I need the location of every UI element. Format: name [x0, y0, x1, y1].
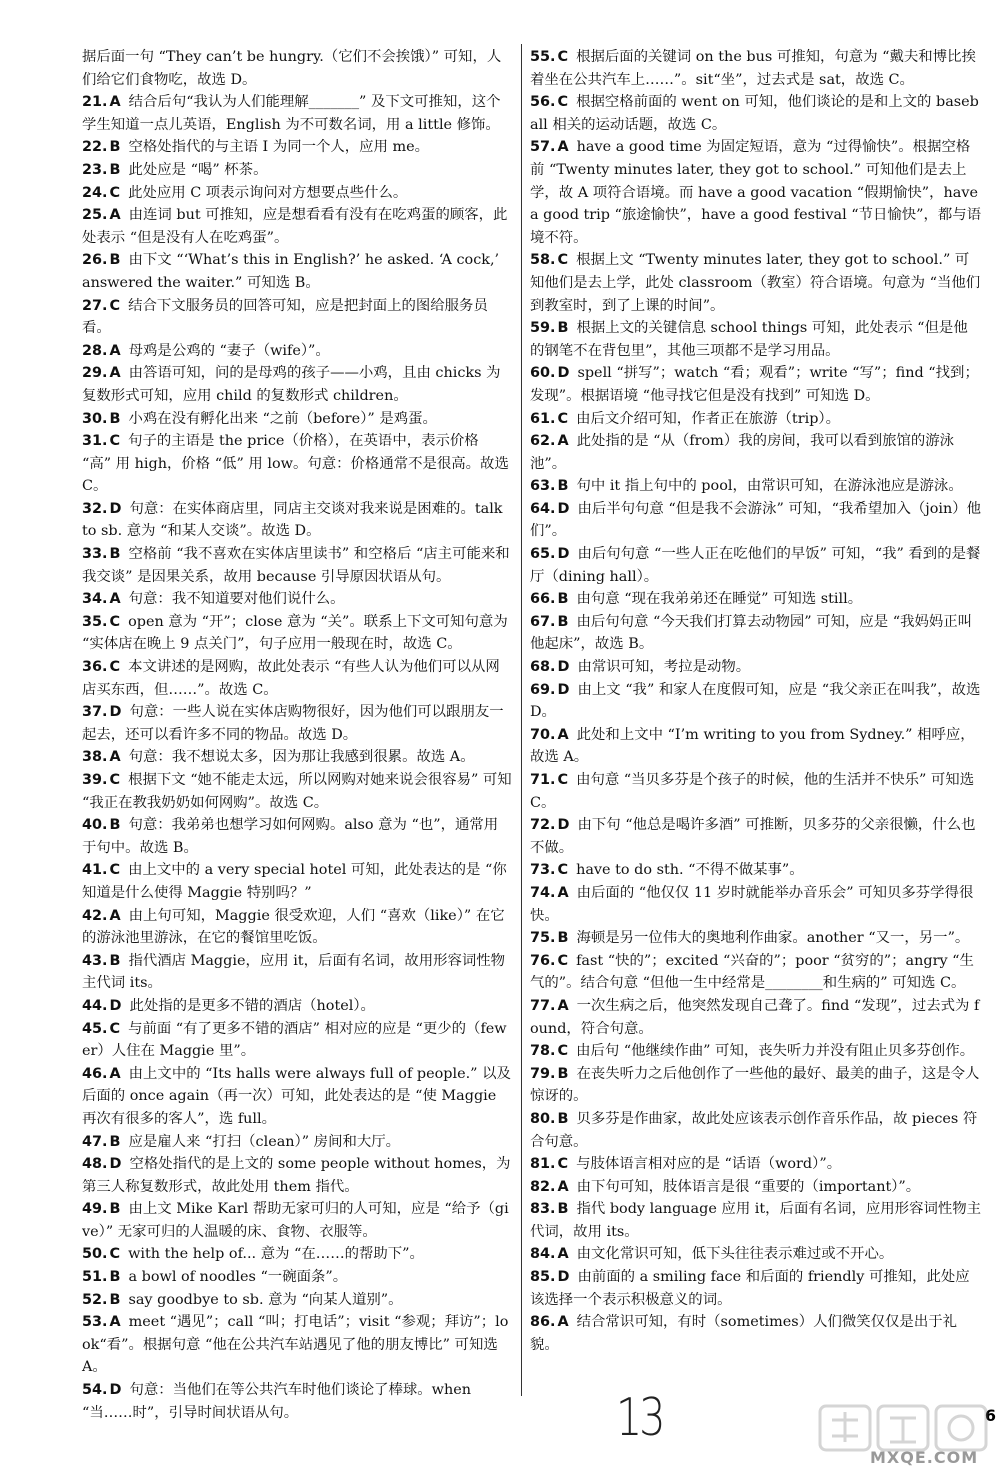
explanation-text: 由下文 “‘What’s this in English?’ he asked. ‘A cock,’ answered the waiter.” 可知选 B。 — [82, 252, 500, 291]
explanation-text: 空格处指代的是上文的 some people without homes，为第三人称复数形式，故此处用 them 指代。 — [82, 1156, 511, 1195]
explanation-text: 根据下文 “她不能走太远，所以网购对她来说会很容易” 可知 “我正在教我奶奶如何网购”。故选 C。 — [82, 772, 512, 811]
answer-entry — [530, 317, 982, 362]
answer-letter: A — [109, 365, 121, 382]
answer-entry — [530, 136, 982, 249]
answer-entry — [82, 340, 512, 363]
answer-entry — [82, 498, 512, 543]
explanation-text: 此处应用 C 项表示询问对方想要点些什么。 — [128, 184, 408, 201]
question-number: 37. — [82, 704, 108, 721]
answer-entry — [530, 611, 982, 656]
answer-letter: B — [109, 410, 121, 427]
question-number: 47. — [82, 1133, 108, 1150]
answer-letter: D — [109, 1156, 122, 1173]
question-number: 43. — [82, 952, 108, 969]
explanation-text: 由句意 “当贝多芬是个孩子的时候，他的生活并不快乐” 可知选 C。 — [530, 772, 975, 811]
explanation-text: open 意为 “开”；close 意为 “关”。联系上下文可知句意为 “实体店在晚上 9 点关门”，句子应用一般现在时，故选 C。 — [82, 613, 508, 653]
explanation-text: 与前面 “有了更多不错的酒店” 相对应的应是 “更少的（fewer）人住在 Maggie 里”。 — [82, 1020, 507, 1060]
explanation-text: 根据后面的关键词 on the bus 可推知，句意为 “戴夫和博比挨着坐在公共汽车上……”。sit“坐”，过去式是 sat，故选 C。 — [530, 49, 976, 88]
answer-letter: C — [557, 772, 569, 788]
question-number: 69. — [530, 681, 556, 698]
explanation-text: 由连词 but 可推知，应是想看看有没有在吃鸡蛋的顾客，此处表示 “但是没有人在吃鸡蛋”。 — [82, 207, 508, 246]
explanation-text: 此处指的是 “从（from）我的房间，我可以看到旅馆的游泳池”。 — [530, 433, 955, 472]
answer-letter: D — [557, 500, 570, 517]
question-number: 30. — [82, 410, 108, 427]
explanation-text: say goodbye to sb. 意为 “向某人道别”。 — [128, 1291, 403, 1308]
answer-letter: B — [557, 1065, 569, 1082]
answer-letter: A — [557, 884, 569, 901]
answer-entry — [530, 249, 982, 317]
answer-entry — [530, 1153, 982, 1176]
question-number: 40. — [82, 817, 108, 834]
answer-entry — [82, 995, 512, 1018]
answer-entry — [82, 1153, 512, 1198]
left-column — [82, 46, 512, 1424]
question-number: 36. — [82, 659, 108, 676]
question-number: 73. — [530, 862, 556, 879]
question-number: 85. — [530, 1269, 556, 1286]
answer-entry — [82, 1379, 512, 1424]
answer-letter: A — [557, 433, 569, 450]
explanation-text: 结合下文服务员的回答可知，应是把封面上的图给服务员看。 — [82, 297, 488, 337]
question-number: 81. — [530, 1156, 556, 1173]
answer-letter: A — [109, 591, 121, 608]
answer-letter: A — [557, 139, 569, 156]
explanation-text: 句子的主语是 the price（价格），在英语中，表示价格 “高” 用 high，价格 “低” 用 low。句意：价格通常不是很高。故选 C。 — [82, 433, 509, 495]
explanation-text: 指代酒店 Maggie，应用 it，后面有名词，故用形容词性物主代词 its。 — [82, 952, 506, 992]
answer-letter: B — [557, 478, 569, 495]
answer-letter: D — [557, 659, 570, 676]
answer-entry — [530, 656, 982, 679]
question-number: 29. — [82, 365, 108, 382]
answer-entry — [82, 1289, 512, 1312]
answer-letter: B — [109, 161, 121, 178]
explanation-text: 与肢体语言相对应的是 “话语（word）”。 — [576, 1156, 842, 1173]
answer-entry — [82, 159, 512, 182]
question-number: 46. — [82, 1065, 108, 1082]
explanation-text: 由答语可知，问的是母鸡的孩子——小鸡，且由 chicks 为复数形式可知，应用 child 的复数形式 children。 — [82, 365, 501, 404]
answer-entry — [82, 611, 512, 656]
question-number: 44. — [82, 997, 108, 1014]
question-number: 75. — [530, 930, 556, 947]
explanation-text: 由前面的 a smiling face 和后面的 friendly 可推知，此处应该选择一个表示积极意义的词。 — [530, 1269, 970, 1308]
answer-letter: B — [557, 1110, 569, 1127]
watermark-url: MXQE.COM — [870, 1448, 979, 1467]
explanation-text: 句意：我弟弟也想学习如何网购。also 意为 “也”，通常用于句中。故选 B。 — [82, 817, 499, 856]
answer-entry — [530, 475, 982, 498]
answer-letter: D — [557, 365, 570, 382]
question-number: 32. — [82, 500, 108, 517]
explanation-text: 由文化常识可知，低下头往往表示难过或不开心。 — [576, 1246, 894, 1263]
answer-entry — [82, 182, 512, 205]
answer-entry — [530, 543, 982, 588]
answer-letter: C — [557, 1156, 569, 1173]
answer-letter: D — [557, 546, 570, 563]
answer-letter: C — [557, 252, 569, 269]
question-number: 60. — [530, 365, 556, 382]
question-number: 49. — [82, 1201, 108, 1218]
answer-letter: A — [557, 1314, 569, 1331]
answer-letter: B — [109, 139, 121, 156]
answer-letter: A — [109, 94, 121, 111]
answer-entry — [530, 1063, 982, 1108]
question-number: 45. — [82, 1020, 108, 1037]
answer-letter: D — [109, 1382, 122, 1399]
answer-letter: B — [109, 1201, 121, 1218]
question-number: 41. — [82, 862, 108, 879]
answer-entry — [82, 91, 512, 136]
question-number: 76. — [530, 952, 556, 969]
answer-entry — [530, 498, 982, 543]
question-number: 63. — [530, 478, 556, 495]
answer-letter: B — [557, 613, 569, 630]
answer-entry — [530, 724, 982, 769]
answer-letter: B — [109, 1133, 121, 1150]
answer-entry — [82, 295, 512, 340]
answer-letter: D — [109, 704, 122, 721]
answer-letter: C — [109, 433, 121, 450]
answer-entry — [82, 204, 512, 249]
explanation-text: 由后句句意 “一些人正在吃他们的早饭” 可知，“我” 看到的是餐厅（dining hall）。 — [530, 546, 981, 585]
answer-entry — [530, 679, 982, 724]
answer-entry — [82, 656, 512, 701]
question-number: 27. — [82, 297, 108, 314]
answer-letter: A — [557, 726, 569, 743]
question-number: 65. — [530, 546, 556, 563]
answer-entry — [82, 1243, 512, 1266]
explanation-text: 此处和上文中 “I’m writing to you from Sydney.” 相呼应，故选 A。 — [530, 726, 975, 766]
explanation-text: 由上句可知，Maggie 很受欢迎，人们 “喜欢（like）” 在它的游泳池里游泳，在它的餐馆里吃饭。 — [82, 907, 505, 947]
answer-letter: A — [557, 997, 569, 1014]
question-number: 54. — [82, 1382, 108, 1399]
answer-letter: C — [557, 952, 569, 969]
answer-letter: C — [109, 1246, 121, 1263]
explanation-text: 由句意 “现在我弟弟还在睡觉” 可知选 still。 — [576, 591, 863, 608]
question-number: 24. — [82, 184, 108, 201]
explanation-text: 根据上文 “Twenty minutes later, they got to school.” 可知他们是去上学，此处 classroom（教室）符合语境。句意为 “当他们到教室时，到了上课的时间”。 — [530, 252, 981, 314]
answer-letter: A — [109, 907, 121, 924]
answer-letter: C — [557, 94, 569, 111]
question-number: 78. — [530, 1043, 556, 1060]
answer-letter: A — [109, 342, 121, 359]
question-number: 70. — [530, 726, 556, 743]
explanation-text: 由下句 “他总是喝许多酒” 可推断，贝多芬的父亲很懒，什么也不做。 — [530, 817, 976, 856]
explanation-text: 本文讲述的是网购，故此处表示 “有些人认为他们可以从网店买东西，但……”。故选 C。 — [82, 659, 500, 698]
question-number: 77. — [530, 997, 556, 1014]
column-divider — [521, 44, 522, 1396]
explanation-text: with the help of... 意为 “在……的帮助下”。 — [128, 1246, 424, 1263]
answer-letter: B — [557, 320, 569, 337]
answer-entry — [82, 136, 512, 159]
question-number: 23. — [82, 161, 108, 178]
explanation-text: spell “拼写”；watch “看；观看”；write “写”；find “找到；发现”。根据语境 “他寻找它但是没有找到” 可知选 D。 — [530, 365, 979, 404]
explanation-text: 由上文中的 “Its halls were always full of people.” 以及后面的 once again（再一次）可知，此处表达的是 “使 Maggie 再次有很多的客人”，选 full。 — [82, 1065, 511, 1127]
answer-letter: A — [109, 207, 121, 224]
explanation-text: have to do sth. “不得不做某事”。 — [576, 862, 804, 879]
answer-entry — [530, 882, 982, 927]
answer-letter: B — [109, 252, 121, 269]
answer-entry — [530, 430, 982, 475]
answer-entry — [82, 1266, 512, 1289]
question-number: 34. — [82, 591, 108, 608]
question-number: 58. — [530, 252, 556, 269]
answer-entry — [530, 1198, 982, 1243]
explanation-text: 由上文中的 a very special hotel 可知，此处表达的是 “你知道是什么使得 Maggie 特别吗？” — [82, 862, 507, 901]
question-number: 35. — [82, 613, 108, 630]
explanation-text: 由上文 Mike Karl 帮助无家可归的人可知，应是 “给予（give）” 无家可归的人温暖的床、食物、衣服等。 — [82, 1201, 509, 1240]
answer-entry — [530, 408, 982, 431]
question-number: 67. — [530, 613, 556, 630]
answer-entry — [82, 430, 512, 498]
edge-page-mark: 6 — [984, 1406, 996, 1425]
question-number: 84. — [530, 1246, 556, 1263]
answer-entry — [82, 1018, 512, 1063]
explanation-text: 空格前 “我不喜欢在实体店里读书” 和空格后 “店主可能来和我交谈” 是因果关系，故用 because 引导原因状语从句。 — [82, 546, 510, 585]
answer-letter: B — [109, 817, 121, 834]
answer-entry — [82, 408, 512, 431]
question-number: 25. — [82, 207, 108, 224]
answer-letter: C — [557, 49, 569, 65]
answer-entry — [82, 701, 512, 746]
explanation-text: 海顿是另一位伟大的奥地利作曲家。another “又一，另一”。 — [576, 930, 970, 947]
answer-entry — [82, 1311, 512, 1379]
answer-entry — [82, 1063, 512, 1131]
question-number: 26. — [82, 252, 108, 269]
question-number: 74. — [530, 884, 556, 901]
handwritten-page-number: 13 — [615, 1388, 663, 1448]
explanation-text: 根据空格前面的 went on 可知，他们谈论的是和上文的 baseball 相关的运动话题，故选 C。 — [530, 94, 979, 133]
explanation-text: 应是雇人来 “打扫（clean）” 房间和大厅。 — [128, 1133, 401, 1150]
explanation-text: 小鸡在没有孵化出来 “之前（before）” 是鸡蛋。 — [128, 410, 437, 427]
question-number: 62. — [530, 433, 556, 450]
answer-letter: C — [109, 659, 121, 676]
answer-entry — [530, 769, 982, 814]
answer-letter: D — [557, 817, 570, 834]
question-number: 57. — [530, 139, 556, 156]
question-number: 86. — [530, 1314, 556, 1331]
explanation-text: 结合常识可知，有时（sometimes）人们微笑仅仅是出于礼貌。 — [530, 1314, 957, 1353]
question-number: 53. — [82, 1314, 108, 1331]
answer-entry — [530, 91, 982, 136]
explanation-text: 结合后句“我认为人们能理解_______” 及下文可推知，这个学生知道一点儿英语，English 为不可数名词，用 a little 修饰。 — [82, 94, 501, 133]
answer-entry — [82, 950, 512, 995]
answer-entry — [530, 1108, 982, 1153]
answer-entry — [530, 1243, 982, 1266]
question-number: 22. — [82, 139, 108, 156]
answer-entry — [82, 769, 512, 814]
explanation-text: 由后句 “他继续作曲” 可知，丧失听力并没有阻止贝多芬创作。 — [576, 1043, 975, 1060]
question-number: 50. — [82, 1246, 108, 1263]
answer-entry — [530, 362, 982, 407]
question-number: 31. — [82, 433, 108, 450]
answer-entry — [530, 859, 982, 882]
answer-entry — [530, 1040, 982, 1063]
question-number: 39. — [82, 772, 108, 788]
question-number: 42. — [82, 907, 108, 924]
answer-entry — [82, 1198, 512, 1243]
answer-letter: A — [557, 1178, 569, 1195]
explanation-text: 句意：当他们在等公共汽车时他们谈论了棒球。when “当……时”，引导时间状语从句。 — [82, 1382, 472, 1421]
answer-letter: D — [557, 681, 570, 698]
answer-letter: B — [109, 1291, 121, 1308]
answer-letter: C — [557, 862, 569, 879]
answer-entry — [530, 46, 982, 91]
answer-entry — [530, 814, 982, 859]
answer-letter: C — [109, 862, 121, 879]
answer-letter: B — [557, 930, 569, 947]
answer-letter: A — [109, 1065, 121, 1082]
explanation-text: 句意：我不想说太多，因为那让我感到很累。故选 A。 — [128, 749, 475, 766]
explanation-text: 一次生病之后，他突然发现自己聋了。find “发现”，过去式为 found，符合句意。 — [530, 997, 980, 1037]
answer-letter: A — [109, 749, 121, 766]
question-number: 66. — [530, 591, 556, 608]
question-number: 83. — [530, 1201, 556, 1218]
answer-entry — [82, 588, 512, 611]
question-number: 55. — [530, 49, 556, 65]
answer-letter: C — [109, 297, 121, 314]
question-number: 61. — [530, 410, 556, 427]
question-number: 28. — [82, 342, 108, 359]
question-number: 33. — [82, 546, 108, 563]
explanation-text: 由常识可知，考拉是动物。 — [577, 659, 751, 676]
question-number: 72. — [530, 817, 556, 834]
answer-letter: A — [557, 1246, 569, 1263]
explanation-text: 由后文介绍可知，作者正在旅游（trip）。 — [576, 410, 840, 427]
question-number: 48. — [82, 1156, 108, 1173]
explanation-text: 由后句句意 “今天我们打算去动物园” 可知，应是 “我妈妈正叫他起床”，故选 B。 — [530, 613, 973, 653]
explanation-text: 句意：在实体商店里，同店主交谈对我来说是困难的。talk to sb. 意为 “和某人交谈”。故选 D。 — [82, 500, 503, 540]
answer-entry — [82, 746, 512, 769]
answer-entry — [530, 1266, 982, 1311]
question-number: 68. — [530, 659, 556, 676]
explanation-text: 句意：我不知道要对他们说什么。 — [128, 591, 345, 608]
answer-letter: D — [109, 997, 122, 1014]
answer-letter: B — [557, 1201, 569, 1218]
question-number: 64. — [530, 500, 556, 517]
answer-entry — [530, 1176, 982, 1199]
answer-entry — [530, 950, 982, 995]
answer-entry — [530, 995, 982, 1040]
answer-entry — [82, 905, 512, 950]
question-number: 38. — [82, 749, 108, 766]
answer-letter: C — [109, 184, 121, 201]
question-number: 56. — [530, 94, 556, 111]
question-number: 79. — [530, 1065, 556, 1082]
explanation-text: 由上文 “我” 和家人在度假可知，应是 “我父亲正在叫我”，故选 D。 — [530, 681, 981, 721]
answer-letter: B — [109, 1269, 121, 1286]
question-number: 51. — [82, 1269, 108, 1286]
question-number: 52. — [82, 1291, 108, 1308]
question-number: 21. — [82, 94, 108, 111]
explanation-text: 指代 body language 应用 it，后面有名词，应用形容词性物主代词，故用 its。 — [530, 1201, 982, 1240]
answer-entry — [82, 859, 512, 904]
explanation-text: 句意：一些人说在实体店购物很好，因为他们可以跟朋友一起去，还可以看许多不同的物品。故选 D。 — [82, 704, 504, 743]
answer-letter: C — [109, 772, 121, 788]
explanation-text: 此处应是 “喝” 杯茶。 — [128, 161, 268, 178]
explanation-text: 根据上文的关键信息 school things 可知，此处表示 “但是他的钢笔不在背包里”，其他三项都不是学习用品。 — [530, 320, 968, 359]
answer-letter: C — [557, 410, 569, 427]
explanation-text: 此处指的是更多不错的酒店（hotel）。 — [129, 997, 375, 1014]
explanation-text: 据后面一句 “They can’t be hungry.（它们不会挨饿）” 可知，人们给它们食物吃，故选 D。 — [82, 49, 502, 88]
answer-entry — [82, 46, 512, 91]
answer-entry — [82, 543, 512, 588]
explanation-text: 在丧失听力之后他创作了一些他的最好、最美的曲子，这是令人惊讶的。 — [530, 1065, 980, 1105]
answer-entry — [530, 588, 982, 611]
answer-letter: C — [109, 613, 121, 630]
answer-entry — [530, 927, 982, 950]
answer-letter: A — [109, 1314, 121, 1331]
question-number: 71. — [530, 772, 556, 788]
explanation-text: have a good time 为固定短语，意为 “过得愉快”。根据空格前 “Twenty minutes later, they got to school.” 可知他们是去上学，故 A 项符合语境。而 have a good vacation “假期愉快”，have a good trip “旅途愉快”，have a good festival “节日愉快”，都与语境不符。 — [530, 139, 982, 246]
explanation-text: fast “快的”；excited “兴奋的”；poor “贫穷的”；angry “生气的”。结合句意 “但他一生中经常是________和生病的” 可知选 C。 — [530, 952, 974, 992]
explanation-text: 空格处指代的与主语 I 为同一个人，应用 me。 — [128, 139, 430, 156]
answer-entry — [82, 249, 512, 294]
right-column — [530, 46, 982, 1356]
explanation-text: a bowl of noodles “一碗面条”。 — [128, 1269, 348, 1286]
answer-entry — [82, 362, 512, 407]
explanation-text: meet “遇见”；call “叫；打电话”；visit “参观；拜访”；look“看”。根据句意 “他在公共汽车站遇见了他的朋友博比” 可知选 A。 — [82, 1314, 509, 1376]
answer-letter: C — [557, 1043, 569, 1060]
explanation-text: 由后半句句意 “但是我不会游泳” 可知，“我希望加入（join）他们”。 — [530, 500, 982, 540]
question-number: 82. — [530, 1178, 556, 1195]
question-number: 80. — [530, 1110, 556, 1127]
answer-letter: D — [109, 500, 122, 517]
explanation-text: 由下句可知，肢体语言是很 “重要的（important）”。 — [576, 1178, 921, 1195]
explanation-text: 贝多芬是作曲家，故此处应该表示创作音乐作品，故 pieces 符合句意。 — [530, 1110, 978, 1150]
answer-entry — [530, 1311, 982, 1356]
answer-letter: D — [557, 1269, 570, 1286]
answer-entry — [82, 1131, 512, 1154]
answer-letter: B — [109, 952, 121, 969]
answer-letter: B — [557, 591, 569, 608]
answer-letter: C — [109, 1020, 121, 1037]
answer-letter: B — [109, 546, 121, 563]
answer-entry — [82, 814, 512, 859]
explanation-text: 由后面的 “他仅仅 11 岁时就能举办音乐会” 可知贝多芬学得很快。 — [530, 884, 974, 924]
explanation-text: 句中 it 指上句中的 pool，由常识可知，在游泳池应是游泳。 — [576, 478, 963, 495]
explanation-text: 母鸡是公鸡的 “妻子（wife）”。 — [128, 342, 330, 359]
question-number: 59. — [530, 320, 556, 337]
